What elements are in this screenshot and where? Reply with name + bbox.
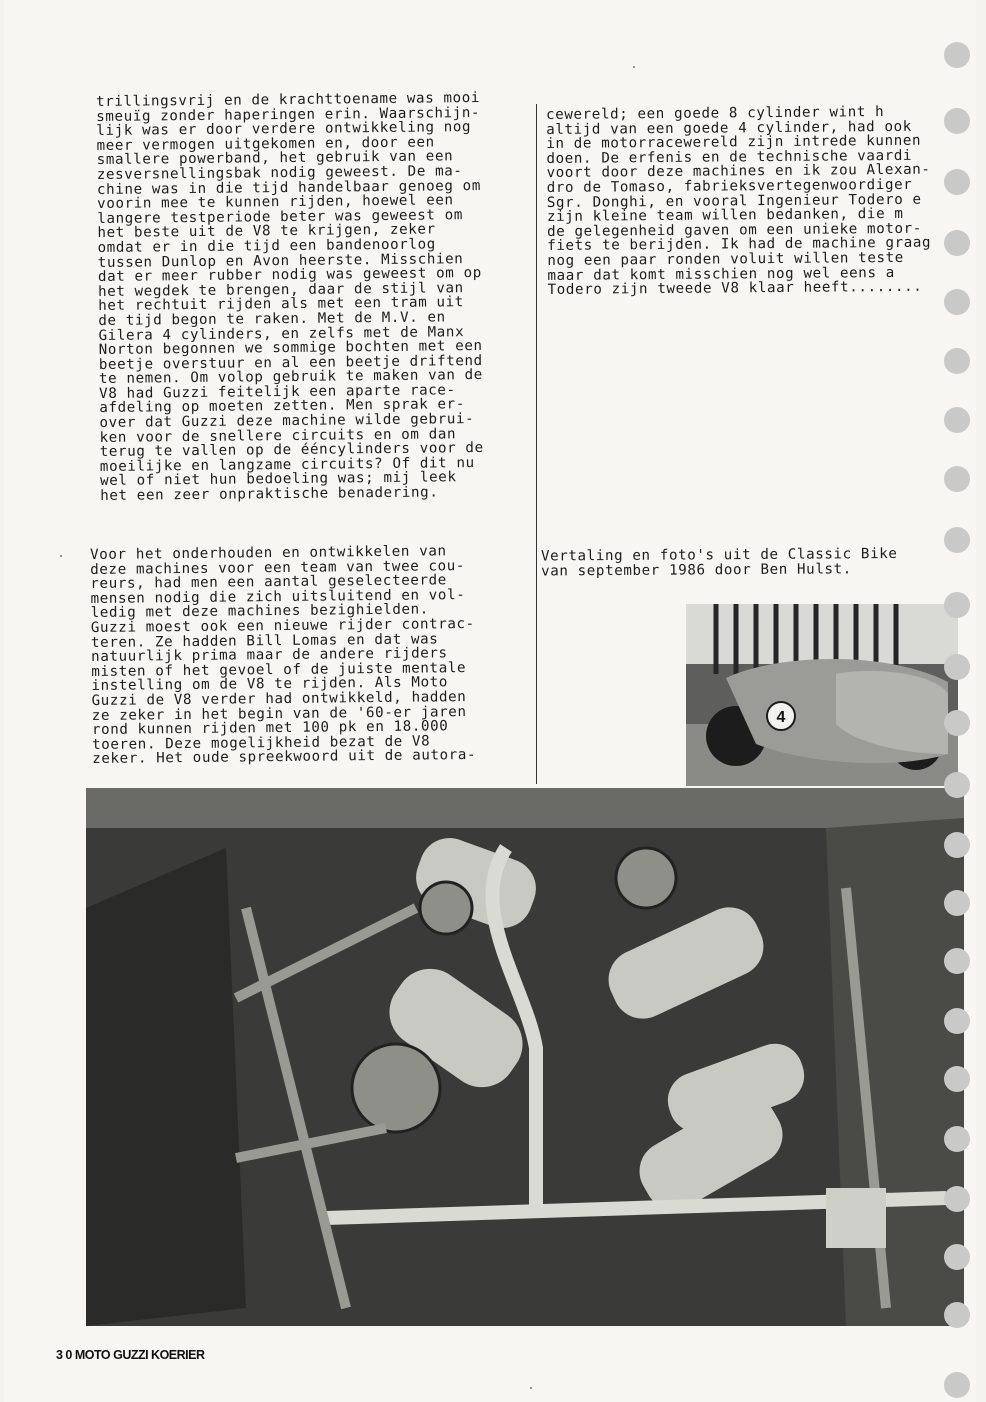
race-number: 4 <box>776 709 786 726</box>
punch-hole <box>944 42 970 68</box>
photo-v8-engine-carburettors <box>86 788 964 1326</box>
punch-hole <box>944 1244 970 1270</box>
photo-motorcycle-side <box>686 604 958 786</box>
punch-hole <box>944 1186 970 1212</box>
punch-hole <box>944 1302 970 1328</box>
column-rule <box>536 104 537 784</box>
punch-hole <box>944 710 970 736</box>
punch-hole <box>944 289 970 315</box>
punch-hole <box>944 654 970 680</box>
punch-hole <box>944 772 970 798</box>
punch-hole <box>944 169 970 195</box>
article-column-left-top: trillingsvrij en de krachttoename was mooi smeuïg zonder haperingen erin. Waarschijn- lijk was er door verdere ontwikkeling nog meer vermogen uitgekomen en, door een smallere powerband, het gebruik van een zesversnellingsbak nodig geweest. De ma- chine was in die tijd handelbaar genoeg om voorin mee te kunnen rijden, hoewel een langere testperiode beter was geweest om het beste uit de V8 te krijgen, zeker omdat er in die tijd een bandenoorlog tussen Dunlop en Avon heerste. Misschien dat er meer rubber nodig was geweest om op het wegdek te brengen, daar de stijl van het rechtuit rijden als met een tram uit de tijd begon te raken. Met de M.V. en Gilera 4 cylinders, en zelfs met de Manx Norton begonnen we sommige bochten met een beetje overstuur en al een beetje driftend te nemen. Om volop gebruik te maken van de V8 had Guzzi feitelijk een aparte race- afdeling op moeten zetten. Men sprak er- over dat Guzzi deze machine wilde gebrui- ken voor de snellere circuits en om dan terug te vallen op de ééncylinders voor de moeilijke en langzame circuits? Of dit nu wel of niet hun bedoeling was; mij leek het een zeer onpraktische benadering. <box>95 89 484 505</box>
punch-hole <box>944 466 970 492</box>
punch-hole <box>944 948 970 974</box>
punch-hole <box>944 527 970 553</box>
scan-speck <box>633 66 635 68</box>
photo-caption: Vertaling en foto's uit de Classic Bike van september 1986 door Ben Hulst. <box>540 545 898 580</box>
punch-hole <box>944 1372 970 1398</box>
punch-hole <box>944 890 970 916</box>
page-footer: 3 0 MOTO GUZZI KOERIER <box>56 1348 205 1362</box>
punch-hole <box>944 108 970 134</box>
punch-hole <box>944 1066 970 1092</box>
punch-hole <box>944 230 970 256</box>
punch-hole <box>944 1008 970 1034</box>
scan-speck <box>530 1387 532 1389</box>
punch-hole <box>944 592 970 618</box>
punch-hole <box>944 1126 970 1152</box>
punch-hole <box>944 832 970 858</box>
punch-hole <box>944 407 970 433</box>
article-column-left-bottom: Voor het onderhouden en ontwikkelen van deze machines voor een team van twee cou- reurs, had men een aantal geselecteerde mensen nodig die zich uitsluitend en vol- ledig met deze machines bezighielden. Guzzi moest ook een nieuwe rijder contrac- teren. Ze hadden Bill Lomas en dat was natuurlijk prima maar de andere rijders misten of het gevoel of de juiste mentale instelling om de V8 te rijden. Als Moto Guzzi de V8 verder had ontwikkeld, hadden ze zeker in het begin van de '60-er jaren rond kunnen rijden met 100 pk en 18.000 toeren. Deze mogelijkheid bezat de V8 zeker. Het oude spreekwoord uit de autora- <box>89 543 477 768</box>
scan-speck <box>60 555 62 557</box>
article-column-right-top: cewereld; een goede 8 cylinder wint h altijd van een goede 4 cylinder, had ook in de motorracewereld zijn intrede kunnen doen. De erfenis en de technische vaardi voort door deze machines en ik zou Alexan- dro de Tomaso, fabrieksvertegenwoordiger Sgr. Donghi, en vooral Ingenieur Todero e zijn kleine team willen bedanken, die m de gelegenheid gaven om een unieke motor- fiets te berijden. Ik had de machine graag nog een paar ronden voluit willen teste maar dat komt misschien nog wel eens a Todero zijn tweede V8 klaar heeft........ <box>545 104 932 299</box>
punch-hole <box>944 348 970 374</box>
